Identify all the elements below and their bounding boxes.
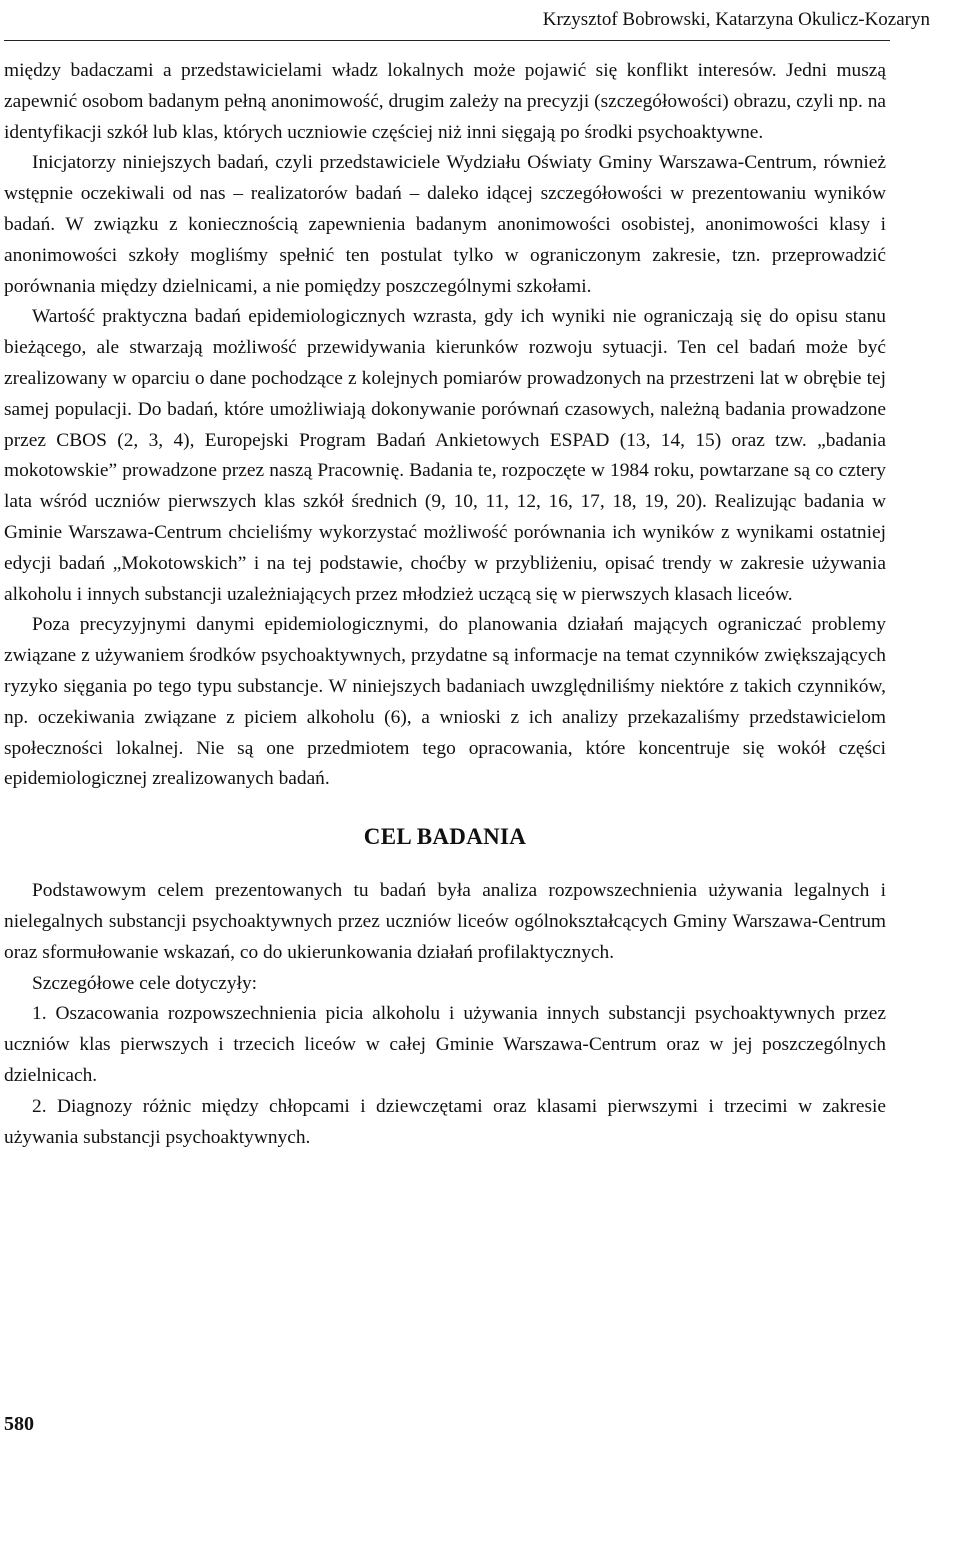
paragraph-main-goal: Podstawowym celem prezentowanych tu badań była analiza rozpowszechnienia używania legalnych i nielegalnych substancji psychoaktywnych przez uczniów liceów ogólnokształcących Gminy Warszawa-Centrum oraz sformułowanie wskazań, co do ukierunkowania działań profilaktycznych. [4, 880, 886, 963]
paragraph-detailed-goals-intro: Szczegółowe cele dotyczyły: [32, 972, 258, 994]
running-header: Krzysztof Bobrowski, Katarzyna Okulicz-Kozaryn [542, 9, 930, 30]
paragraph-continuation: między badaczami a przedstawicielami władz lokalnych może pojawić się konflikt interesów. Jedni muszą zapewnić osobom badanym pełną anonimowość, drugim zależy na precyzji (szczegółowości) obrazu, czyli np. na identyfikacji szkół lub klas, których uczniowie częściej niż inni sięgają po środki psychoaktywne. [4, 60, 886, 143]
section-heading: CEL BADANIA [363, 824, 527, 850]
header-rule [4, 40, 890, 41]
page-number: 580 [4, 1413, 34, 1435]
body-text [4, 56, 886, 1153]
list-item-goal-2: 2. Diagnozy różnic między chłopcami i dziewczętami oraz klasami pierwszymi i trzecimi w zakresie używania substancji psychoaktywnych. [4, 1095, 886, 1148]
paragraph-practical-value: Wartość praktyczna badań epidemiologicznych wzrasta, gdy ich wyniki nie ograniczają się do opisu stanu bieżącego, ale stwarzają możliwość przewidywania kierunków rozwoju sytuacji. Ten cel badań może być zrealizowany w oparciu o dane pochodzące z kolejnych pomiarów prowadzonych na przestrzeni lat w obrębie tej samej populacji. Do badań, które umożliwiają dokonywanie porównań czasowych, należną badania prowadzone przez CBOS (2, 3, 4), Europejski Program Badań Ankietowych ESPAD (13, 14, 15) oraz tzw. „badania mokotowskie” prowadzone przez naszą Pracownię. Badania te, rozpoczęte w 1984 roku, powtarzane są co cztery lata wśród uczniów pierwszych klas szkół średnich (9, 10, 11, 12, 16, 17, 18, 19, 20). Realizując badania w Gminie Warszawa-Centrum chcieliśmy wykorzystać możliwość porównania ich wyników z wynikami ostatniej edycji badań „Mokotowskich” i na tej podstawie, choćby w przybliżeniu, opisać trendy w zakresie używania alkoholu i innych substancji uzależniających przez młodzież uczącą się w pierwszych klasach liceów. [4, 306, 886, 605]
list-item-goal-1: 1. Oszacowania rozpowszechnienia picia alkoholu i używania innych substancji psychoaktywnych przez uczniów klas pierwszych i trzecich liceów w całej Gminie Warszawa-Centrum oraz w jej poszczególnych dzielnicach. [4, 1003, 886, 1086]
paragraph-risk-factors: Poza precyzyjnymi danymi epidemiologicznymi, do planowania działań mających ograniczać problemy związane z używaniem środków psychoaktywnych, przydatne są informacje na temat czynników zwiększających ryzyko sięgania po tego typu substancje. W niniejszych badaniach uwzględniliśmy niektóre z takich czynników, np. oczekiwania związane z piciem alkoholu (6), a wnioski z ich analizy przekazaliśmy przedstawicielom społeczności lokalnej. Nie są one przedmiotem tego opracowania, które koncentruje się wokół części epidemiologicznej zrealizowanych badań. [4, 614, 886, 790]
paragraph-initiators: Inicjatorzy niniejszych badań, czyli przedstawiciele Wydziału Oświaty Gminy Warszawa-Centrum, również wstępnie oczekiwali od nas – realizatorów badań – daleko idącej szczegółowości w prezentowaniu wyników badań. W związku z koniecznością zapewnienia badanym anonimowości osobistej, anonimowości klasy i anonimowości szkoły mogliśmy spełnić ten postulat tylko w ograniczonym zakresie, tzn. przeprowadzić porównania między dzielnicami, a nie pomiędzy poszczególnymi szkołami. [4, 152, 886, 297]
